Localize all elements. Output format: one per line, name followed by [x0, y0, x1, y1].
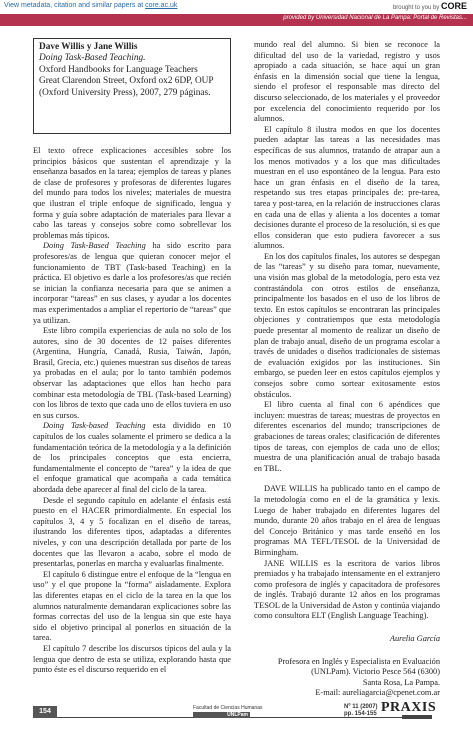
- reviewer-email: E-mail: aureliagarcia@cpenet.com.ar: [315, 688, 440, 698]
- paragraph-text: ha sido escrito para profesores/as de lengua que quieran conocer mejor el funcionamiento de TBT (Task-based Teaching) en la práctica. El objetivo es darle a los profesores/as que recién se inician la confianza necesaria para que se animen a incorporar “tareas” en sus clases, y ayudar a los docentes mas experimentados a ampliar el repertorio de “tareas” que ya utilizan.: [33, 241, 231, 325]
- book-title-inline: Doing Task-Based Teaching: [43, 241, 146, 251]
- reviewer-affiliation: Profesora en Inglés y Especialista en Evaluación (UNLPam). Victorio Pesce 564 (6300): [277, 656, 440, 677]
- paragraph: [33, 241, 231, 326]
- core-provider-bar: [0, 14, 473, 26]
- core-brought-by: [393, 1, 467, 11]
- paragraph: El capítulo 8 ilustra modos en que los docentes pueden adaptar las tareas a las necesidades mas específicas de sus alumnos, tratando de atrapar aun a los menos motivados y a los que mas dificultades muestran en el uso espontáneo de la lengua. Para esto hace un gran énfasis en el diseño de la tarea, respetando sus tres etapas principales de: pre-tarea, tarea y post-tarea, en la relación de instrucciones claras en cada una de ellas y alienta a los docentes a tomar decisiones durante el proceso de la resolución, si es que ellos consideran que esto pudiera favorecer a sus alumnos.: [254, 124, 440, 251]
- reviewer-city: Santa Rosa, La Pampa.: [362, 677, 440, 687]
- page-footer: [0, 698, 473, 737]
- left-column: [33, 146, 231, 676]
- issue-number: Nº 11 (2007): [344, 704, 378, 710]
- issue-pages: pp. 154-155: [344, 711, 377, 717]
- book-publisher-year: (Oxford University Press), 2007, 279 páginas.: [39, 87, 211, 98]
- core-brought-text: brought to you by: [392, 5, 440, 11]
- footer-issue: [344, 704, 378, 718]
- core-metadata-link[interactable]: [4, 2, 177, 9]
- core-url-link[interactable]: core.ac.uk: [145, 2, 178, 9]
- author-bio-dave: DAVE WILLIS ha publicado tanto en el campo de la metodología como en el de la gramática y lexis. Luego de haber trabajado en diferentes lugares del mundo, durante 20 años trabajo en el área de lenguas del Concejo Británico y mas tarde enseñó en los programas MA TEFL/TESOL de la Universidad de Birmingham.: [254, 484, 440, 557]
- paragraph: El capítulo 6 distingue entre el enfoque de la “lengua en uso” y el que propone la “forma” aisladamente. Explora las diferentes etapas en el ciclo de la tarea en la que los alumnos naturalmente demandaran explicaciones sobre las formas correctas del uso de la lengua sin que este haya sido el objetivo principal al ponerlos en situación de la tarea.: [33, 569, 231, 643]
- paragraph: mundo real del alumno. Si bien se reconoce la dificultad del uso de la variedad, registro y usos apropiado a cada situación, se hace aquí un gran énfasis en la dimensión social que tiene la lengua, siendo el profesor el responsable mas directo del discurso seleccionado, de los materiales y el proveedor por excelencia del conocimiento requerido por los alumnos.: [254, 40, 440, 124]
- book-reference-box: [33, 38, 231, 134]
- book-title: Doing Task-Based Teaching.: [39, 53, 146, 64]
- book-authors: Dave Willis y Jane Willis: [39, 42, 138, 52]
- footer-faculty: Facultad de Ciencias Humanas: [193, 705, 263, 711]
- book-publisher-address: Great Clarendon Street, Oxford ox2 6DP, OUP: [39, 76, 214, 87]
- paragraph: El libro cuenta al final con 6 apéndices que incluyen: muestras de tareas; muestras de proyectos en diferentes escenarios del mundo; transcripciones de grabaciones de tareas orales; clasificación de diferentes tipos de tareas, con ejemplos de cada uno de ellos; muestra de una planificación anual de trabajo basada en TBL.: [254, 400, 440, 473]
- paragraph: El capítulo 7 describe los discursos típicos del aula y la lengua que dentro de esta se utiliza, explorando hasta que punto éste es el discurso requerido en el: [33, 643, 231, 675]
- reviewer-signature: Aurelia García: [389, 634, 440, 644]
- book-title-inline: Doing Task-based Teaching: [43, 421, 146, 431]
- page-number: 154: [33, 706, 57, 718]
- paragraph: Desde el segundo capítulo en adelante el énfasis está puesto en el HACER primordialmente. En especial los capítulos 3, 4 y 5 focalizan en el diseño de tareas, ilustrando los diferentes tipos, adaptadas a diferentes niveles, y con una descripción detallada por parte de los docentes que las llevaron a acabo, sobre el modo de presentarlas, ponerlas en marcha y evaluarlas finalmente.: [33, 495, 231, 569]
- paragraph: En los dos capítulos finales, los autores se despegan de las “tareas” y su diseño para tomar, nuevamente, una visión mas global de la metodología, pero esta vez contrastándola con otros estilos de enseñanza, principalmente los basados en el uso de los libros de texto. En estos capítulos se encontraran las principales objeciones y contratiempos que esta metodología puede presentar al momento de realizar un diseño de plan de trabajo anual, diseño de un programa escolar a través de unidades o diseños tradicionales de sistemas de evaluación exigidos por las instituciones. Sin embargo, se pueden leer en estos capítulos ejemplos y consejos sobre como sortear exitosamente estos obstáculos.: [254, 251, 440, 399]
- journal-logo-bar: [402, 715, 432, 719]
- book-series: Oxford Handbooks for Language Teachers: [39, 64, 198, 75]
- footer-university: UNLPam: [193, 712, 250, 718]
- journal-logo: PRAXIS: [381, 700, 437, 715]
- paragraph: Este libro compila experiencias de aula no solo de los autores, sino de 30 docentes de 12 países diferentes (Argentina, Hungría, Canadá, Rusia, Taiwán, Japón, Brasil, Grecia, etc.) quienes muestran sus diseños de tareas ya probadas en el aula; por lo tanto también podemos observar las adaptaciones que ellos han hecho para combinar esta metodología de TBL (Task-based Learning) con los libros de texto que cada uno de ellos tuviera en uso en sus cursos.: [33, 326, 231, 420]
- author-bio-jane: JANE WILLIS es la escritora de varios libros premiados y ha trabajado intensamente en el extranjero como profesora de inglés y capacitadora de profesores de inglés. Trabajó durante 12 años en los programas TESOL de la Universidad de Aston y continúa viajando como consultora ELT (English Language Teaching).: [254, 558, 440, 621]
- core-provided-by[interactable]: provided by Universidad Nacional de La Pampa: Portal de Revistas...: [283, 15, 467, 21]
- paragraph: [33, 421, 231, 495]
- core-logo[interactable]: CORE: [440, 1, 467, 11]
- right-column: [254, 40, 440, 699]
- core-top-bar: [0, 0, 473, 14]
- core-view-text: View metadata, citation and similar papers at: [4, 2, 146, 9]
- paragraph-text: esta dividido en 10 capítulos de los cuales solamente el primero se dedica a la fundamentación teórica de la metodología y a la definición de los principales conceptos que esta encierra, fundamentalmente el concepto de “tarea” y la idea de que el enfoque gramatical que acompaña a cada temática abordada debe aparecer al final del ciclo de la tarea.: [33, 421, 231, 494]
- paragraph: El texto ofrece explicaciones accesibles sobre los principios básicos que sustentan el aprendizaje y la enseñanza basados en la tarea; ejemplos de tareas y planes de clase de profesores y profesoras de diferentes lugares del mundo para todos los niveles; materiales de muestra que ilustran el triple enfoque de significado, lengua y forma y guía sobre adaptación de materiales para llevar a cabo las tareas y consejos sobre como sobrellevar los problemas más típicos.: [33, 146, 231, 240]
- core-banner: [0, 0, 473, 26]
